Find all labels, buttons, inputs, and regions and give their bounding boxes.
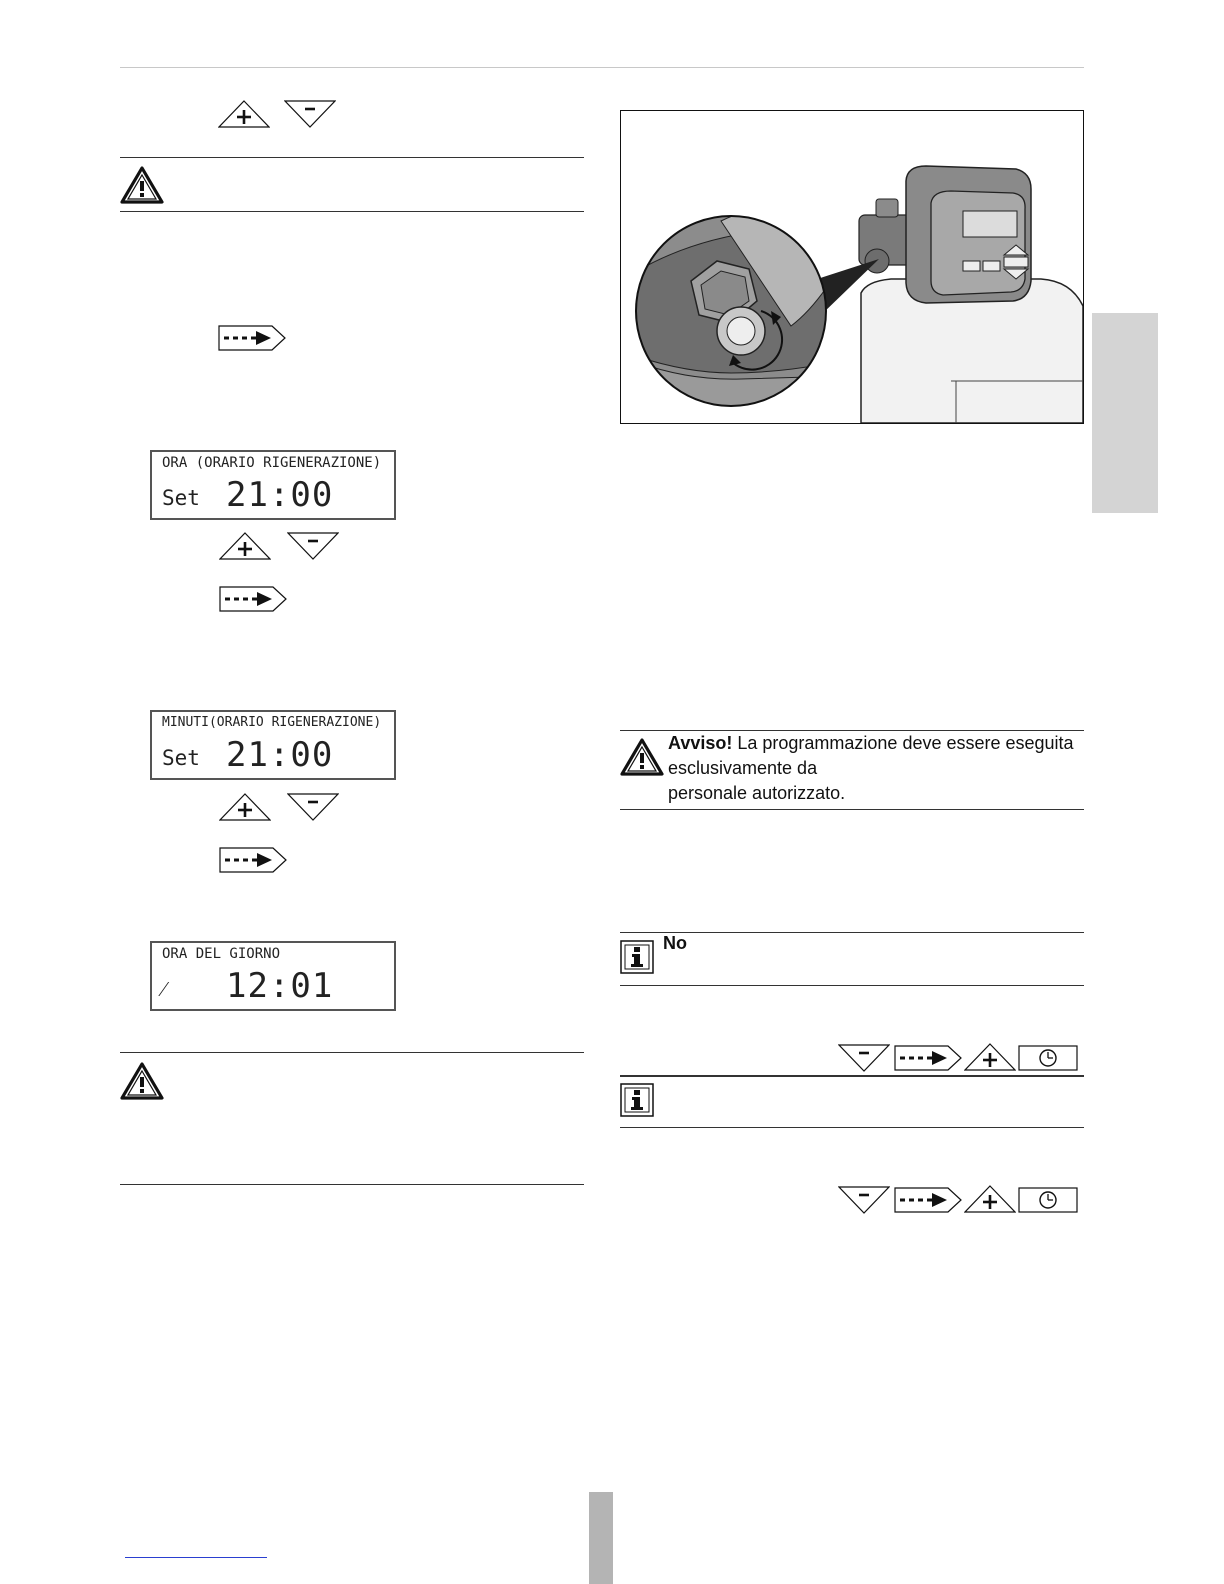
lcd-line1: ORA DEL GIORNO [162, 946, 281, 962]
lcd-screen-time-of-day [150, 941, 396, 1011]
minus-button-icon [838, 1044, 890, 1072]
minus-button-icon [287, 793, 339, 821]
info-rule-bottom [620, 985, 1084, 986]
notice-rule-bottom [620, 809, 1084, 810]
minus-button-icon [284, 100, 336, 128]
lcd-line1: ORA (ORARIO RIGENERAZIONE) [162, 455, 382, 471]
warning-notice-line2: esclusivamente da [668, 758, 818, 778]
minus-button-icon [838, 1186, 890, 1214]
lcd-prefix: Set [162, 486, 200, 510]
lcd-value: 12:01 [226, 966, 334, 1006]
lcd-prefix: Set [162, 746, 200, 770]
info-icon [620, 940, 654, 974]
warning-notice [668, 731, 1078, 806]
info-rule-top [620, 932, 1084, 933]
next-arrow-button-icon [894, 1045, 962, 1071]
warning-rule-top [120, 1052, 584, 1053]
info-rule-top [620, 1075, 1084, 1077]
plus-button-icon [219, 532, 271, 560]
lcd-prefix: ⁄ [162, 977, 166, 1001]
warning-notice-line1: La programmazione deve essere eseguita [732, 733, 1074, 753]
side-tab [1092, 313, 1158, 513]
valve-illustration [620, 110, 1084, 424]
page-number-bar [589, 1492, 613, 1584]
next-arrow-button-icon [218, 325, 286, 351]
minus-button-icon [287, 532, 339, 560]
next-arrow-button-icon [894, 1187, 962, 1213]
warning-rule-bottom [120, 211, 584, 212]
lcd-value: 21:00 [226, 735, 334, 775]
clock-button-icon [1018, 1187, 1078, 1213]
clock-button-icon [1018, 1045, 1078, 1071]
lcd-screen-regeneration-minutes [150, 710, 396, 780]
warning-triangle-icon [120, 166, 164, 204]
footer-link-underline[interactable] [125, 1557, 267, 1558]
warning-triangle-icon [620, 738, 664, 776]
warning-notice-bold: Avviso! [668, 733, 733, 753]
lcd-line1: MINUTI(ORARIO RIGENERAZIONE) [162, 715, 382, 730]
info-rule-bottom [620, 1127, 1084, 1128]
next-arrow-button-icon [219, 586, 287, 612]
plus-button-icon [218, 100, 270, 128]
warning-triangle-icon [120, 1062, 164, 1100]
warning-rule-top [120, 157, 584, 158]
info-note-label: No [663, 933, 687, 953]
warning-rule-bottom [120, 1184, 584, 1185]
plus-button-icon [219, 793, 271, 821]
lcd-screen-regeneration-hour [150, 450, 396, 520]
plus-button-icon [964, 1185, 1016, 1213]
header-rule [120, 67, 1084, 68]
next-arrow-button-icon [219, 847, 287, 873]
lcd-value: 21:00 [226, 475, 334, 515]
warning-notice-line3: personale autorizzato. [668, 783, 846, 803]
plus-button-icon [964, 1043, 1016, 1071]
info-icon [620, 1083, 654, 1117]
